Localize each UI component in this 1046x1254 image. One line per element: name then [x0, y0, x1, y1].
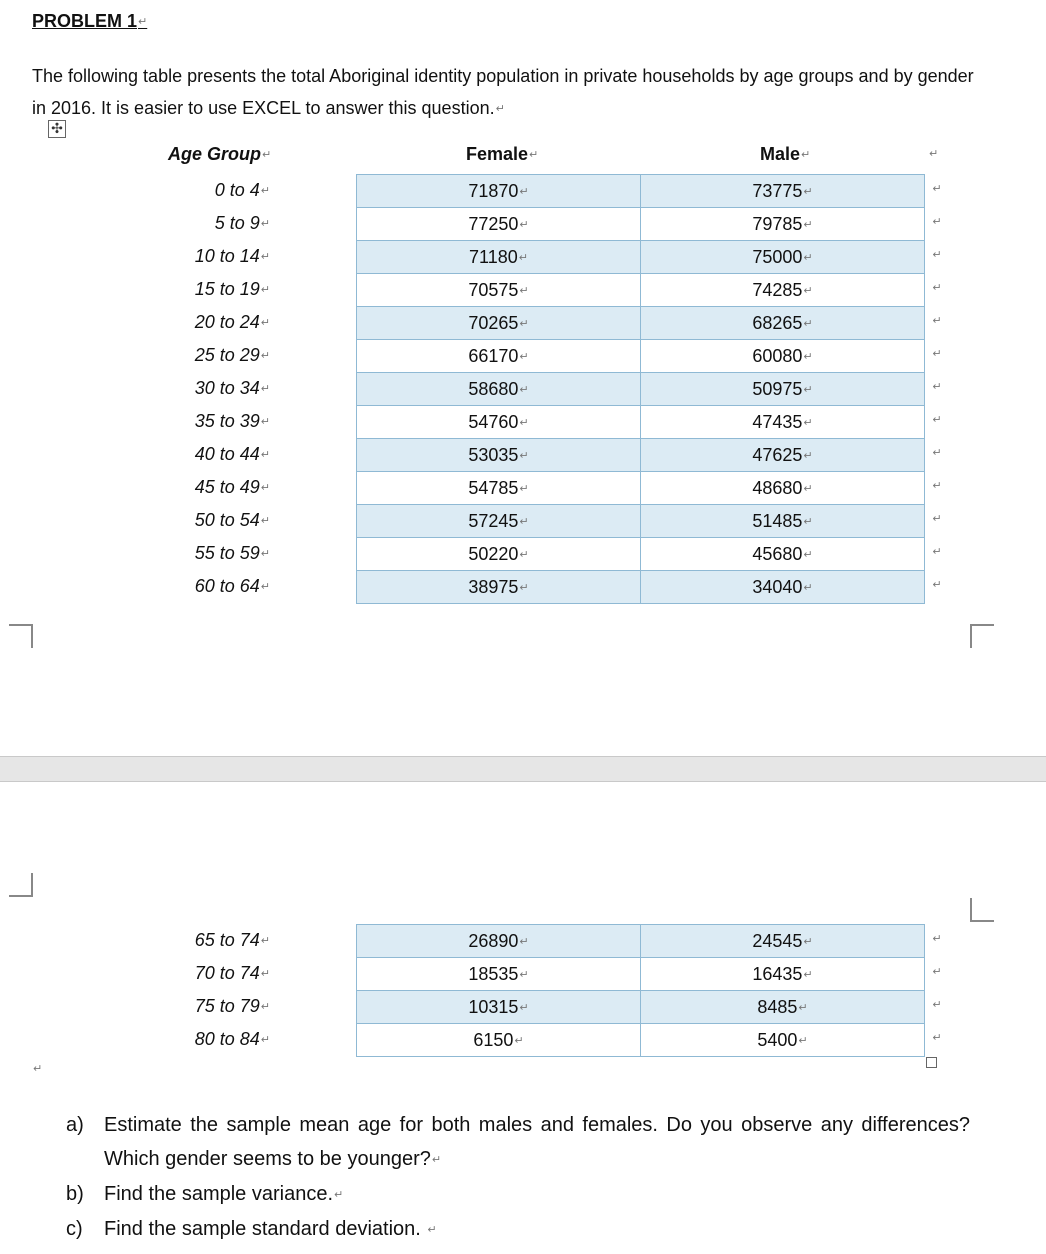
return-mark: ↵: [798, 1034, 808, 1047]
question-letter: c): [66, 1218, 83, 1240]
return-mark: ↵: [519, 482, 529, 495]
table-row: [357, 472, 925, 505]
age-group-label: 35 to 39↵: [194, 411, 270, 431]
return-mark: ↵: [803, 935, 813, 948]
male-cell[interactable]: 24545↵: [641, 925, 925, 958]
return-mark: ↵: [803, 218, 813, 231]
return-mark: ↵: [803, 383, 813, 396]
row-end-mark: ↵: [932, 216, 942, 228]
return-mark: ↵: [519, 317, 529, 330]
row-end-mark: ↵: [932, 1032, 942, 1044]
header-female: Female↵: [466, 144, 539, 164]
return-mark: ↵: [33, 1063, 43, 1075]
data-table-page2: [356, 924, 925, 1057]
return-mark: ↵: [495, 103, 505, 115]
return-mark: ↵: [519, 968, 529, 981]
row-end-mark: ↵: [932, 579, 942, 591]
male-cell[interactable]: 60080↵: [641, 340, 925, 373]
table-row: [357, 175, 925, 208]
return-mark: ↵: [260, 515, 270, 527]
row-end-mark: ↵: [932, 513, 942, 525]
return-mark: ↵: [260, 185, 270, 197]
table-resize-handle[interactable]: [926, 1057, 937, 1068]
female-cell[interactable]: 38975↵: [357, 571, 641, 604]
return-mark: ↵: [803, 581, 813, 594]
return-mark: ↵: [262, 149, 272, 161]
row-end-mark: ↵: [932, 999, 942, 1011]
age-group-label: 40 to 44↵: [194, 444, 270, 464]
return-mark: ↵: [427, 1224, 437, 1236]
row-end-mark: ↵: [932, 414, 942, 426]
table-row: [357, 406, 925, 439]
female-cell[interactable]: 50220↵: [357, 538, 641, 571]
male-cell[interactable]: 74285↵: [641, 274, 925, 307]
return-mark: ↵: [260, 935, 270, 947]
age-group-label: 30 to 34↵: [194, 378, 270, 398]
row-end-mark: ↵: [932, 381, 942, 393]
age-group-label: 15 to 19↵: [194, 279, 270, 299]
return-mark: ↵: [803, 548, 813, 561]
return-mark: ↵: [803, 482, 813, 495]
male-cell[interactable]: 48680↵: [641, 472, 925, 505]
return-mark: ↵: [519, 1001, 529, 1014]
question-letter: b): [66, 1183, 84, 1205]
problem-title: PROBLEM 1↵: [32, 11, 148, 31]
male-cell[interactable]: 8485↵: [641, 991, 925, 1024]
table-row: [357, 991, 925, 1024]
return-mark: ↵: [798, 1001, 808, 1014]
return-mark: ↵: [519, 581, 529, 594]
table-row: [357, 538, 925, 571]
female-cell[interactable]: 54760↵: [357, 406, 641, 439]
page-corner-mark: [9, 624, 33, 648]
male-cell[interactable]: 47625↵: [641, 439, 925, 472]
return-mark: ↵: [519, 515, 529, 528]
age-group-label: 5 to 9↵: [214, 213, 270, 233]
return-mark: ↵: [260, 449, 270, 461]
row-end-mark: ↵: [932, 315, 942, 327]
age-group-label: 80 to 84↵: [194, 1029, 270, 1049]
page-break: [0, 756, 1046, 782]
male-cell[interactable]: 5400↵: [641, 1024, 925, 1057]
return-mark: ↵: [260, 251, 270, 263]
return-mark: ↵: [260, 317, 270, 329]
female-cell[interactable]: 26890↵: [357, 925, 641, 958]
header-male: Male↵: [760, 144, 811, 164]
return-mark: ↵: [803, 185, 813, 198]
age-group-label: 50 to 54↵: [194, 510, 270, 530]
female-cell[interactable]: 70265↵: [357, 307, 641, 340]
male-cell[interactable]: 16435↵: [641, 958, 925, 991]
return-mark: ↵: [529, 149, 539, 161]
female-cell[interactable]: 18535↵: [357, 958, 641, 991]
return-mark: ↵: [803, 968, 813, 981]
return-mark: ↵: [801, 149, 811, 161]
age-group-label: 75 to 79↵: [194, 996, 270, 1016]
return-mark: ↵: [519, 218, 529, 231]
row-end-mark: ↵: [932, 966, 942, 978]
return-mark: ↵: [260, 548, 270, 560]
return-mark: ↵: [519, 185, 529, 198]
return-mark: ↵: [260, 284, 270, 296]
return-mark: ↵: [803, 449, 813, 462]
return-mark: ↵: [519, 284, 529, 297]
return-mark: ↵: [334, 1189, 344, 1201]
table-row: [357, 958, 925, 991]
questions-list: [66, 1108, 970, 1247]
male-cell[interactable]: 79785↵: [641, 208, 925, 241]
return-mark: ↵: [803, 515, 813, 528]
female-cell[interactable]: 71180↵: [357, 241, 641, 274]
return-mark: ↵: [260, 968, 270, 980]
return-mark: ↵: [519, 350, 529, 363]
question-item: [66, 1108, 970, 1177]
row-end-mark: ↵: [932, 933, 942, 945]
return-mark: ↵: [803, 317, 813, 330]
male-cell[interactable]: 75000↵: [641, 241, 925, 274]
table-row: [357, 925, 925, 958]
question-text: Estimate the sample mean age for both males and females. Do you observe any differences? Which gender seems to be younger?: [104, 1114, 970, 1170]
female-cell[interactable]: 53035↵: [357, 439, 641, 472]
page-corner-mark: [9, 873, 33, 897]
row-end-mark: ↵: [932, 249, 942, 261]
female-cell[interactable]: 57245↵: [357, 505, 641, 538]
row-end-mark: ↵: [932, 183, 942, 195]
female-cell[interactable]: 70575↵: [357, 274, 641, 307]
return-mark: ↵: [260, 218, 270, 230]
male-cell[interactable]: 51485↵: [641, 505, 925, 538]
male-cell[interactable]: 68265↵: [641, 307, 925, 340]
age-group-label: 60 to 64↵: [194, 576, 270, 596]
return-mark: ↵: [514, 1034, 524, 1047]
female-cell[interactable]: 54785↵: [357, 472, 641, 505]
table-row: [357, 439, 925, 472]
return-mark: ↵: [519, 383, 529, 396]
table-row: [357, 571, 925, 604]
male-cell[interactable]: 50975↵: [641, 373, 925, 406]
table-row: [357, 505, 925, 538]
row-end-mark: ↵: [932, 546, 942, 558]
female-cell[interactable]: 71870↵: [357, 175, 641, 208]
return-mark: ↵: [260, 383, 270, 395]
return-mark: ↵: [803, 251, 813, 264]
table-row: [357, 241, 925, 274]
return-mark: ↵: [260, 1034, 270, 1046]
return-mark: ↵: [260, 1001, 270, 1013]
return-mark: ↵: [260, 482, 270, 494]
return-mark: ↵: [518, 251, 528, 264]
question-item: [66, 1177, 970, 1212]
return-mark: ↵: [260, 350, 270, 362]
page-corner-mark: [970, 624, 994, 648]
table-row: [357, 340, 925, 373]
row-end-mark: ↵: [929, 148, 939, 160]
male-cell[interactable]: 47435↵: [641, 406, 925, 439]
intro-paragraph: The following table presents the total Aboriginal identity population in private households by age groups and by gender in 2016. It is easier to use EXCEL to answer this question.↵: [32, 66, 974, 118]
return-mark: ↵: [519, 416, 529, 429]
age-group-label: 10 to 14↵: [194, 246, 270, 266]
return-mark: ↵: [138, 16, 148, 28]
row-end-mark: ↵: [932, 480, 942, 492]
question-letter: a): [66, 1114, 84, 1136]
return-mark: ↵: [803, 350, 813, 363]
return-mark: ↵: [519, 548, 529, 561]
female-cell[interactable]: 77250↵: [357, 208, 641, 241]
data-table-page1: [356, 174, 925, 604]
return-mark: ↵: [519, 449, 529, 462]
row-end-mark: ↵: [932, 348, 942, 360]
female-cell[interactable]: 10315↵: [357, 991, 641, 1024]
return-mark: ↵: [260, 416, 270, 428]
female-cell[interactable]: 58680↵: [357, 373, 641, 406]
male-cell[interactable]: 73775↵: [641, 175, 925, 208]
table-row: [357, 1024, 925, 1057]
age-group-label: 20 to 24↵: [194, 312, 270, 332]
return-mark: ↵: [803, 416, 813, 429]
age-group-label: 55 to 59↵: [194, 543, 270, 563]
table-row: [357, 307, 925, 340]
question-text: Find the sample standard deviation.: [104, 1218, 427, 1240]
table-row: [357, 274, 925, 307]
table-move-handle-icon[interactable]: ✣: [48, 120, 66, 138]
age-group-label: 0 to 4↵: [214, 180, 270, 200]
male-cell[interactable]: 45680↵: [641, 538, 925, 571]
return-mark: ↵: [803, 284, 813, 297]
return-mark: ↵: [260, 581, 270, 593]
page-corner-mark: [970, 898, 994, 922]
header-age-group: Age Group↵: [168, 144, 272, 164]
male-cell[interactable]: 34040↵: [641, 571, 925, 604]
age-group-label: 65 to 74↵: [194, 930, 270, 950]
age-group-label: 45 to 49↵: [194, 477, 270, 497]
female-cell[interactable]: 6150↵: [357, 1024, 641, 1057]
row-end-mark: ↵: [932, 282, 942, 294]
female-cell[interactable]: 66170↵: [357, 340, 641, 373]
table-row: [357, 373, 925, 406]
age-group-label: 70 to 74↵: [194, 963, 270, 983]
return-mark: ↵: [519, 935, 529, 948]
row-end-mark: ↵: [932, 447, 942, 459]
table-row: [357, 208, 925, 241]
question-item: [66, 1212, 970, 1247]
age-group-label: 25 to 29↵: [194, 345, 270, 365]
return-mark: ↵: [431, 1154, 442, 1166]
question-text: Find the sample variance.: [104, 1183, 334, 1205]
